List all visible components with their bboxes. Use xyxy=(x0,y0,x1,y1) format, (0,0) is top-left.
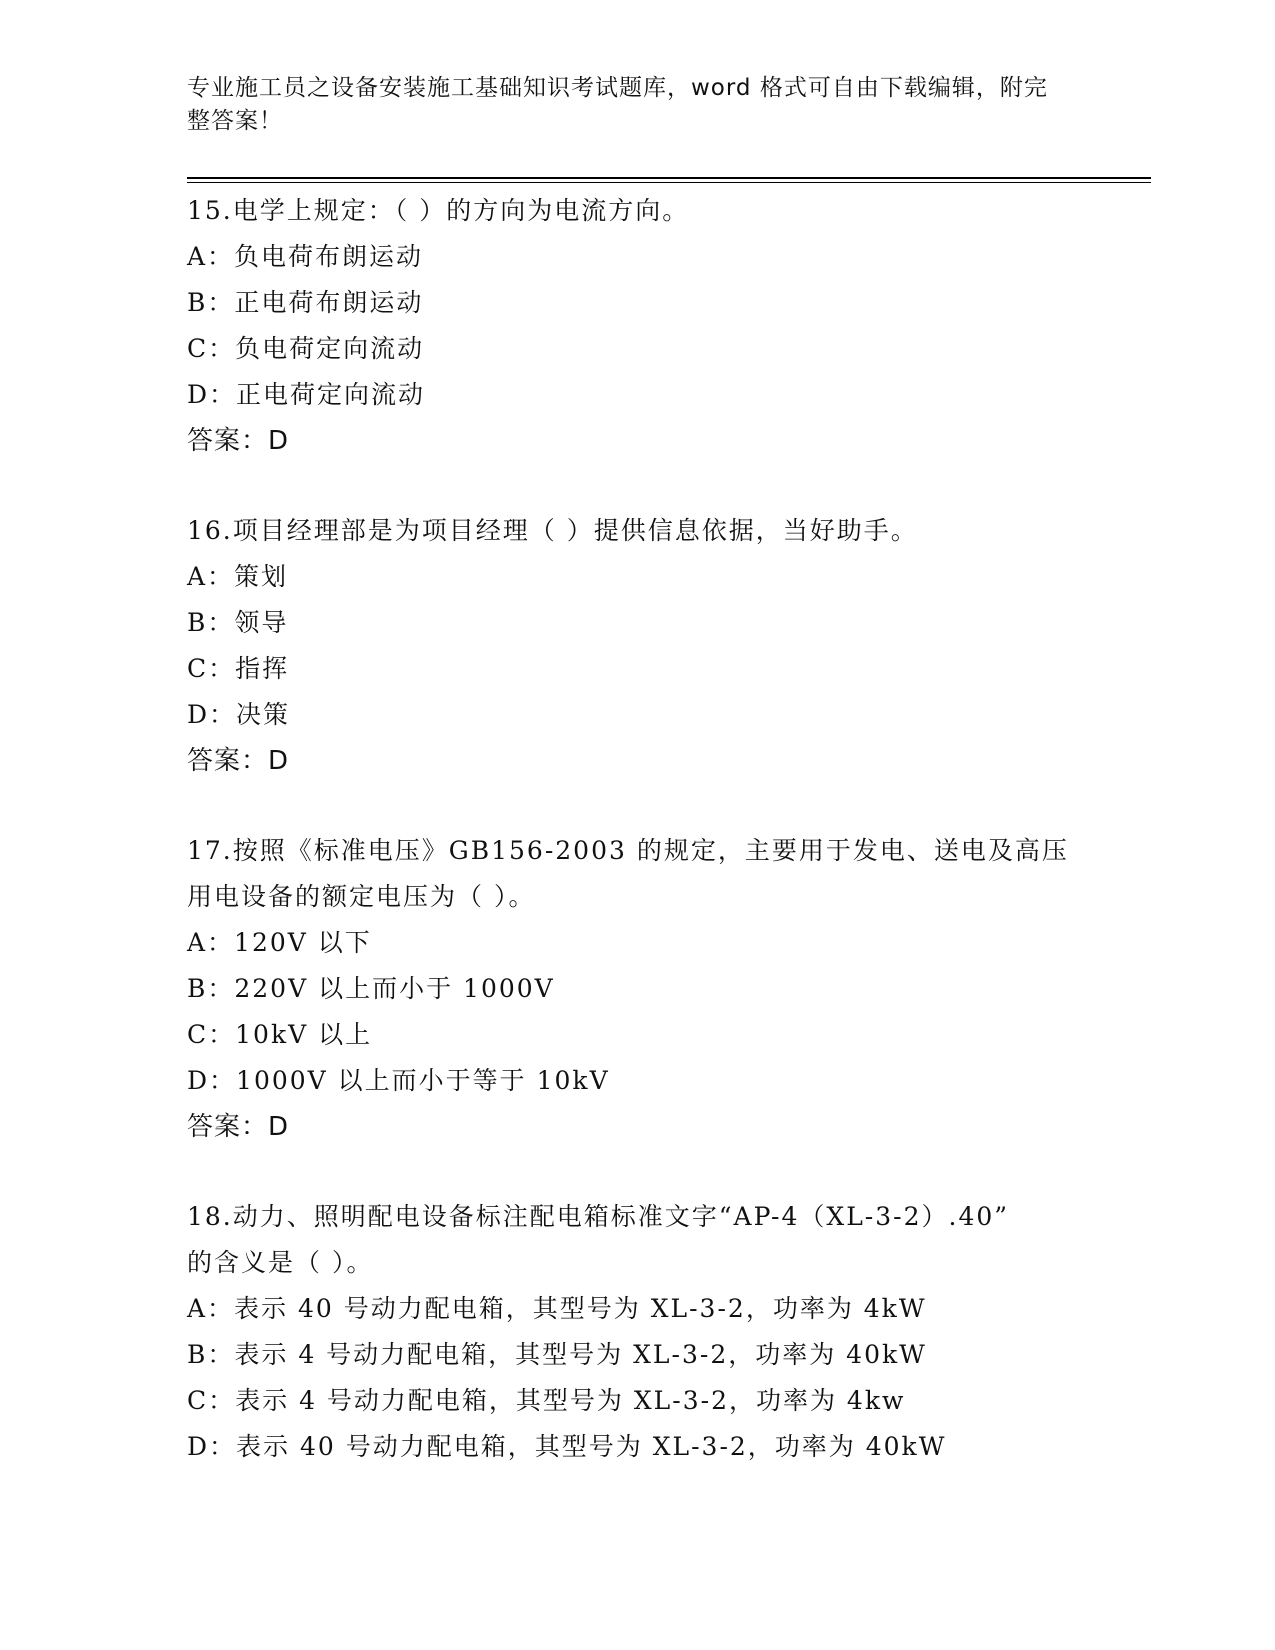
option-b: B：领导 xyxy=(187,608,289,637)
question-stem-line-1: 17.按照《标准电压》GB156-2003 的规定，主要用于发电、送电及高压 xyxy=(187,836,1069,865)
option-d: D：决策 xyxy=(187,700,291,729)
option-d: D：表示 40 号动力配电箱，其型号为 XL-3-2，功率为 40kW xyxy=(187,1432,947,1461)
option-c: C：负电荷定向流动 xyxy=(187,334,425,363)
document-header xyxy=(187,72,1067,138)
question-18 xyxy=(187,1194,1087,1470)
answer: 答案：D xyxy=(187,1112,290,1142)
option-c: C：10kV 以上 xyxy=(187,1020,373,1049)
answer: 答案：D xyxy=(187,746,290,776)
header-line-1: 专业施工员之设备安装施工基础知识考试题库，word 格式可自由下载编辑，附完 xyxy=(187,75,1048,101)
option-a: A：表示 40 号动力配电箱，其型号为 XL-3-2，功率为 4kW xyxy=(187,1294,927,1323)
question-stem-line-2: 的含义是（ ）。 xyxy=(187,1248,374,1277)
option-b: B：220V 以上而小于 1000V xyxy=(187,974,555,1003)
option-d: D：正电荷定向流动 xyxy=(187,380,426,409)
option-b: B：表示 4 号动力配电箱，其型号为 XL-3-2，功率为 40kW xyxy=(187,1340,927,1369)
header-divider-thin xyxy=(187,182,1151,183)
question-list xyxy=(187,188,1087,1470)
question-16 xyxy=(187,508,1087,784)
question-17 xyxy=(187,828,1087,1150)
option-c: C：表示 4 号动力配电箱，其型号为 XL-3-2，功率为 4kw xyxy=(187,1386,906,1415)
option-d: D：1000V 以上而小于等于 10kV xyxy=(187,1066,610,1095)
option-a: A：策划 xyxy=(187,562,289,591)
header-line-2: 整答案！ xyxy=(187,108,283,134)
answer: 答案：D xyxy=(187,426,290,456)
option-c: C：指挥 xyxy=(187,654,290,683)
question-stem: 16.项目经理部是为项目经理（ ）提供信息依据，当好助手。 xyxy=(187,516,918,545)
question-stem-line-2: 用电设备的额定电压为（ ）。 xyxy=(187,882,536,911)
option-a: A：负电荷布朗运动 xyxy=(187,242,424,271)
question-15 xyxy=(187,188,1087,464)
header-divider-thick xyxy=(187,177,1151,179)
option-a: A：120V 以下 xyxy=(187,928,372,957)
question-stem-line-1: 18.动力、照明配电设备标注配电箱标准文字“AP-4（XL-3-2）.40” xyxy=(187,1202,1010,1231)
question-stem: 15.电学上规定：（ ）的方向为电流方向。 xyxy=(187,196,690,225)
option-b: B：正电荷布朗运动 xyxy=(187,288,424,317)
